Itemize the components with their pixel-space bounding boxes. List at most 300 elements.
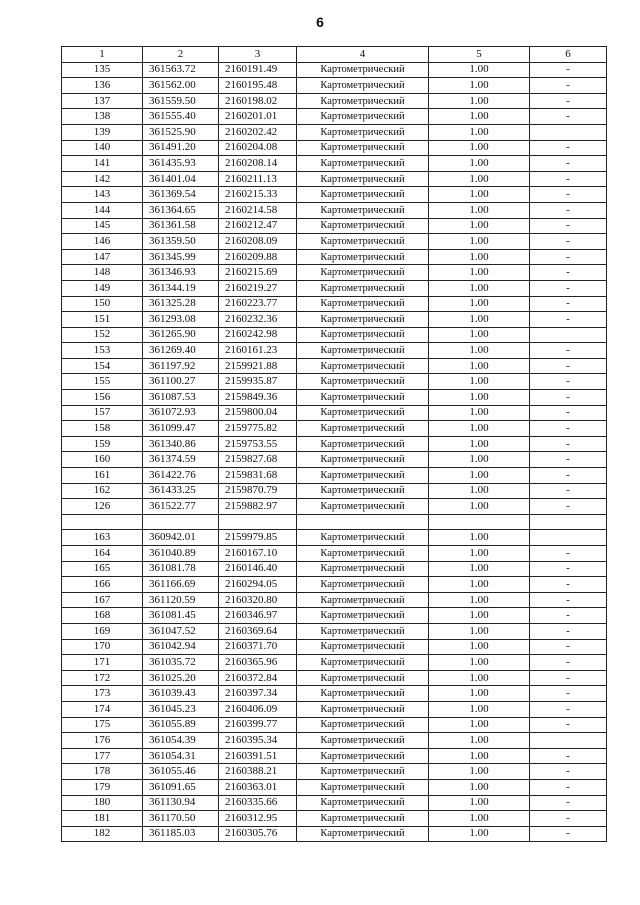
note-cell: - bbox=[530, 499, 607, 515]
note-cell: - bbox=[530, 265, 607, 281]
x-coordinate-cell: 361081.78 bbox=[143, 561, 219, 577]
y-coordinate-cell: 2160346.97 bbox=[219, 608, 297, 624]
y-coordinate-cell: 2159870.79 bbox=[219, 483, 297, 499]
accuracy-cell: 1.00 bbox=[429, 93, 530, 109]
y-coordinate-cell: 2160363.01 bbox=[219, 779, 297, 795]
accuracy-cell: 1.00 bbox=[429, 748, 530, 764]
method-cell: Картометрический bbox=[297, 156, 429, 172]
y-coordinate-cell: 2160312.95 bbox=[219, 811, 297, 827]
method-cell: Картометрический bbox=[297, 124, 429, 140]
table-row bbox=[62, 499, 607, 515]
table-row bbox=[62, 249, 607, 265]
point-number-cell: 180 bbox=[62, 795, 143, 811]
point-number-cell: 139 bbox=[62, 124, 143, 140]
y-coordinate-cell: 2160167.10 bbox=[219, 546, 297, 562]
accuracy-cell: 1.00 bbox=[429, 343, 530, 359]
accuracy-cell: 1.00 bbox=[429, 265, 530, 281]
table-row bbox=[62, 62, 607, 78]
accuracy-cell: 1.00 bbox=[429, 717, 530, 733]
y-coordinate-cell: 2159753.55 bbox=[219, 436, 297, 452]
point-number-cell: 182 bbox=[62, 826, 143, 842]
point-number-cell: 174 bbox=[62, 701, 143, 717]
x-coordinate-cell: 360942.01 bbox=[143, 530, 219, 546]
accuracy-cell: 1.00 bbox=[429, 733, 530, 749]
table-row bbox=[62, 577, 607, 593]
accuracy-cell: 1.00 bbox=[429, 655, 530, 671]
accuracy-cell: 1.00 bbox=[429, 499, 530, 515]
x-coordinate-cell: 361374.59 bbox=[143, 452, 219, 468]
x-coordinate-cell: 361039.43 bbox=[143, 686, 219, 702]
accuracy-cell bbox=[429, 514, 530, 530]
note-cell: - bbox=[530, 78, 607, 94]
method-cell: Картометрический bbox=[297, 109, 429, 125]
table-row bbox=[62, 795, 607, 811]
accuracy-cell: 1.00 bbox=[429, 530, 530, 546]
method-cell: Картометрический bbox=[297, 733, 429, 749]
note-cell: - bbox=[530, 171, 607, 187]
point-number-cell: 135 bbox=[62, 62, 143, 78]
note-cell: - bbox=[530, 483, 607, 499]
x-coordinate-cell: 361522.77 bbox=[143, 499, 219, 515]
accuracy-cell: 1.00 bbox=[429, 468, 530, 484]
y-coordinate-cell bbox=[219, 514, 297, 530]
accuracy-cell: 1.00 bbox=[429, 390, 530, 406]
method-cell: Картометрический bbox=[297, 343, 429, 359]
point-number-cell: 167 bbox=[62, 592, 143, 608]
accuracy-cell: 1.00 bbox=[429, 124, 530, 140]
x-coordinate-cell: 361364.65 bbox=[143, 202, 219, 218]
coordinates-table bbox=[61, 46, 607, 842]
y-coordinate-cell: 2160320.80 bbox=[219, 592, 297, 608]
table-row bbox=[62, 764, 607, 780]
table-row bbox=[62, 374, 607, 390]
x-coordinate-cell: 361525.90 bbox=[143, 124, 219, 140]
method-cell: Картометрический bbox=[297, 499, 429, 515]
point-number-cell: 126 bbox=[62, 499, 143, 515]
point-number-cell: 141 bbox=[62, 156, 143, 172]
point-number-cell: 169 bbox=[62, 623, 143, 639]
table-row bbox=[62, 93, 607, 109]
y-coordinate-cell: 2159800.04 bbox=[219, 405, 297, 421]
point-number-cell: 154 bbox=[62, 358, 143, 374]
accuracy-cell: 1.00 bbox=[429, 811, 530, 827]
table-row bbox=[62, 202, 607, 218]
note-cell: - bbox=[530, 468, 607, 484]
x-coordinate-cell: 361035.72 bbox=[143, 655, 219, 671]
accuracy-cell: 1.00 bbox=[429, 421, 530, 437]
y-coordinate-cell: 2160215.69 bbox=[219, 265, 297, 281]
y-coordinate-cell: 2160202.42 bbox=[219, 124, 297, 140]
y-coordinate-cell: 2160146.40 bbox=[219, 561, 297, 577]
accuracy-cell: 1.00 bbox=[429, 592, 530, 608]
method-cell: Картометрический bbox=[297, 421, 429, 437]
accuracy-cell: 1.00 bbox=[429, 140, 530, 156]
note-cell: - bbox=[530, 374, 607, 390]
method-cell: Картометрический bbox=[297, 468, 429, 484]
point-number-cell: 159 bbox=[62, 436, 143, 452]
accuracy-cell: 1.00 bbox=[429, 109, 530, 125]
point-number-cell: 137 bbox=[62, 93, 143, 109]
y-coordinate-cell: 2160395.34 bbox=[219, 733, 297, 749]
method-cell: Картометрический bbox=[297, 623, 429, 639]
x-coordinate-cell: 361559.50 bbox=[143, 93, 219, 109]
method-cell: Картометрический bbox=[297, 826, 429, 842]
accuracy-cell: 1.00 bbox=[429, 234, 530, 250]
x-coordinate-cell: 361369.54 bbox=[143, 187, 219, 203]
point-number-cell: 142 bbox=[62, 171, 143, 187]
method-cell: Картометрический bbox=[297, 811, 429, 827]
note-cell: - bbox=[530, 608, 607, 624]
point-number-cell: 152 bbox=[62, 327, 143, 343]
x-coordinate-cell: 361087.53 bbox=[143, 390, 219, 406]
x-coordinate-cell: 361045.23 bbox=[143, 701, 219, 717]
note-cell: - bbox=[530, 779, 607, 795]
table-row bbox=[62, 234, 607, 250]
note-cell: - bbox=[530, 358, 607, 374]
y-coordinate-cell: 2160204.08 bbox=[219, 140, 297, 156]
table-row bbox=[62, 717, 607, 733]
point-number-cell: 179 bbox=[62, 779, 143, 795]
header-row bbox=[62, 47, 607, 63]
note-cell: - bbox=[530, 592, 607, 608]
table-row bbox=[62, 452, 607, 468]
y-coordinate-cell: 2160397.34 bbox=[219, 686, 297, 702]
x-coordinate-cell: 361047.52 bbox=[143, 623, 219, 639]
note-cell: - bbox=[530, 343, 607, 359]
y-coordinate-cell: 2160242.98 bbox=[219, 327, 297, 343]
x-coordinate-cell bbox=[143, 514, 219, 530]
x-coordinate-cell: 361555.40 bbox=[143, 109, 219, 125]
y-coordinate-cell: 2160369.64 bbox=[219, 623, 297, 639]
table-row bbox=[62, 358, 607, 374]
note-cell: - bbox=[530, 826, 607, 842]
table-row bbox=[62, 343, 607, 359]
x-coordinate-cell: 361562.00 bbox=[143, 78, 219, 94]
point-number-cell: 165 bbox=[62, 561, 143, 577]
method-cell: Картометрический bbox=[297, 327, 429, 343]
accuracy-cell: 1.00 bbox=[429, 187, 530, 203]
header-cell: 4 bbox=[297, 47, 429, 63]
accuracy-cell: 1.00 bbox=[429, 452, 530, 468]
note-cell: - bbox=[530, 546, 607, 562]
x-coordinate-cell: 361130.94 bbox=[143, 795, 219, 811]
point-number-cell: 175 bbox=[62, 717, 143, 733]
point-number-cell: 172 bbox=[62, 670, 143, 686]
y-coordinate-cell: 2159831.68 bbox=[219, 468, 297, 484]
point-number-cell: 136 bbox=[62, 78, 143, 94]
y-coordinate-cell: 2160371.70 bbox=[219, 639, 297, 655]
note-cell: - bbox=[530, 623, 607, 639]
table-row bbox=[62, 280, 607, 296]
x-coordinate-cell: 361361.58 bbox=[143, 218, 219, 234]
x-coordinate-cell: 361269.40 bbox=[143, 343, 219, 359]
method-cell: Картометрический bbox=[297, 218, 429, 234]
accuracy-cell: 1.00 bbox=[429, 296, 530, 312]
accuracy-cell: 1.00 bbox=[429, 202, 530, 218]
method-cell: Картометрический bbox=[297, 655, 429, 671]
x-coordinate-cell: 361344.19 bbox=[143, 280, 219, 296]
point-number-cell: 147 bbox=[62, 249, 143, 265]
method-cell: Картометрический bbox=[297, 795, 429, 811]
note-cell: - bbox=[530, 405, 607, 421]
point-number-cell: 176 bbox=[62, 733, 143, 749]
y-coordinate-cell: 2159827.68 bbox=[219, 452, 297, 468]
x-coordinate-cell: 361120.59 bbox=[143, 592, 219, 608]
accuracy-cell: 1.00 bbox=[429, 62, 530, 78]
table-row bbox=[62, 140, 607, 156]
y-coordinate-cell: 2160388.21 bbox=[219, 764, 297, 780]
y-coordinate-cell: 2160399.77 bbox=[219, 717, 297, 733]
x-coordinate-cell: 361091.65 bbox=[143, 779, 219, 795]
method-cell: Картометрический bbox=[297, 374, 429, 390]
header-cell: 2 bbox=[143, 47, 219, 63]
note-cell bbox=[530, 124, 607, 140]
accuracy-cell: 1.00 bbox=[429, 405, 530, 421]
note-cell: - bbox=[530, 436, 607, 452]
y-coordinate-cell: 2160391.51 bbox=[219, 748, 297, 764]
note-cell: - bbox=[530, 202, 607, 218]
table-row bbox=[62, 327, 607, 343]
note-cell: - bbox=[530, 655, 607, 671]
note-cell bbox=[530, 733, 607, 749]
method-cell: Картометрический bbox=[297, 686, 429, 702]
point-number-cell: 151 bbox=[62, 312, 143, 328]
y-coordinate-cell: 2160209.88 bbox=[219, 249, 297, 265]
y-coordinate-cell: 2159775.82 bbox=[219, 421, 297, 437]
point-number-cell: 144 bbox=[62, 202, 143, 218]
header-cell: 5 bbox=[429, 47, 530, 63]
header-cell: 3 bbox=[219, 47, 297, 63]
x-coordinate-cell: 361040.89 bbox=[143, 546, 219, 562]
x-coordinate-cell: 361100.27 bbox=[143, 374, 219, 390]
table-row bbox=[62, 670, 607, 686]
table-row bbox=[62, 701, 607, 717]
x-coordinate-cell: 361345.99 bbox=[143, 249, 219, 265]
y-coordinate-cell: 2160211.13 bbox=[219, 171, 297, 187]
table-row bbox=[62, 109, 607, 125]
x-coordinate-cell: 361563.72 bbox=[143, 62, 219, 78]
y-coordinate-cell: 2160195.48 bbox=[219, 78, 297, 94]
x-coordinate-cell: 361325.28 bbox=[143, 296, 219, 312]
point-number-cell: 163 bbox=[62, 530, 143, 546]
table-row bbox=[62, 546, 607, 562]
x-coordinate-cell: 361081.45 bbox=[143, 608, 219, 624]
table-row bbox=[62, 514, 607, 530]
table-row bbox=[62, 686, 607, 702]
point-number-cell bbox=[62, 514, 143, 530]
point-number-cell: 145 bbox=[62, 218, 143, 234]
method-cell: Картометрический bbox=[297, 530, 429, 546]
y-coordinate-cell: 2160214.58 bbox=[219, 202, 297, 218]
point-number-cell: 153 bbox=[62, 343, 143, 359]
table-row bbox=[62, 468, 607, 484]
note-cell: - bbox=[530, 748, 607, 764]
note-cell: - bbox=[530, 249, 607, 265]
note-cell: - bbox=[530, 811, 607, 827]
method-cell: Картометрический bbox=[297, 717, 429, 733]
y-coordinate-cell: 2160198.02 bbox=[219, 93, 297, 109]
table-row bbox=[62, 483, 607, 499]
method-cell: Картометрический bbox=[297, 452, 429, 468]
method-cell: Картометрический bbox=[297, 436, 429, 452]
table-row bbox=[62, 218, 607, 234]
method-cell: Картометрический bbox=[297, 561, 429, 577]
y-coordinate-cell: 2160335.66 bbox=[219, 795, 297, 811]
y-coordinate-cell: 2160232.36 bbox=[219, 312, 297, 328]
point-number-cell: 178 bbox=[62, 764, 143, 780]
note-cell: - bbox=[530, 140, 607, 156]
y-coordinate-cell: 2160219.27 bbox=[219, 280, 297, 296]
note-cell: - bbox=[530, 764, 607, 780]
method-cell: Картометрический bbox=[297, 280, 429, 296]
method-cell: Картометрический bbox=[297, 639, 429, 655]
note-cell: - bbox=[530, 686, 607, 702]
point-number-cell: 162 bbox=[62, 483, 143, 499]
note-cell: - bbox=[530, 156, 607, 172]
note-cell: - bbox=[530, 296, 607, 312]
accuracy-cell: 1.00 bbox=[429, 608, 530, 624]
y-coordinate-cell: 2159882.97 bbox=[219, 499, 297, 515]
note-cell: - bbox=[530, 312, 607, 328]
y-coordinate-cell: 2160294.05 bbox=[219, 577, 297, 593]
point-number-cell: 156 bbox=[62, 390, 143, 406]
y-coordinate-cell: 2160201.01 bbox=[219, 109, 297, 125]
x-coordinate-cell: 361359.50 bbox=[143, 234, 219, 250]
table-row bbox=[62, 779, 607, 795]
table-row bbox=[62, 592, 607, 608]
x-coordinate-cell: 361072.93 bbox=[143, 405, 219, 421]
table-row bbox=[62, 405, 607, 421]
x-coordinate-cell: 361433.25 bbox=[143, 483, 219, 499]
x-coordinate-cell: 361099.47 bbox=[143, 421, 219, 437]
accuracy-cell: 1.00 bbox=[429, 374, 530, 390]
accuracy-cell: 1.00 bbox=[429, 577, 530, 593]
note-cell: - bbox=[530, 795, 607, 811]
x-coordinate-cell: 361197.92 bbox=[143, 358, 219, 374]
point-number-cell: 148 bbox=[62, 265, 143, 281]
x-coordinate-cell: 361340.86 bbox=[143, 436, 219, 452]
point-number-cell: 150 bbox=[62, 296, 143, 312]
accuracy-cell: 1.00 bbox=[429, 171, 530, 187]
x-coordinate-cell: 361265.90 bbox=[143, 327, 219, 343]
note-cell: - bbox=[530, 234, 607, 250]
accuracy-cell: 1.00 bbox=[429, 623, 530, 639]
y-coordinate-cell: 2160305.76 bbox=[219, 826, 297, 842]
point-number-cell: 168 bbox=[62, 608, 143, 624]
method-cell: Картометрический bbox=[297, 187, 429, 203]
table-row bbox=[62, 187, 607, 203]
page-number: 6 bbox=[316, 14, 324, 30]
note-cell: - bbox=[530, 561, 607, 577]
accuracy-cell: 1.00 bbox=[429, 483, 530, 499]
accuracy-cell: 1.00 bbox=[429, 358, 530, 374]
point-number-cell: 158 bbox=[62, 421, 143, 437]
method-cell: Картометрический bbox=[297, 483, 429, 499]
table-row bbox=[62, 124, 607, 140]
method-cell: Картометрический bbox=[297, 234, 429, 250]
y-coordinate-cell: 2160208.14 bbox=[219, 156, 297, 172]
accuracy-cell: 1.00 bbox=[429, 312, 530, 328]
y-coordinate-cell: 2160215.33 bbox=[219, 187, 297, 203]
accuracy-cell: 1.00 bbox=[429, 561, 530, 577]
method-cell: Картометрический bbox=[297, 764, 429, 780]
note-cell: - bbox=[530, 109, 607, 125]
method-cell: Картометрический bbox=[297, 249, 429, 265]
y-coordinate-cell: 2160212.47 bbox=[219, 218, 297, 234]
method-cell: Картометрический bbox=[297, 93, 429, 109]
point-number-cell: 171 bbox=[62, 655, 143, 671]
method-cell: Картометрический bbox=[297, 62, 429, 78]
accuracy-cell: 1.00 bbox=[429, 795, 530, 811]
method-cell bbox=[297, 514, 429, 530]
note-cell: - bbox=[530, 421, 607, 437]
table-row bbox=[62, 623, 607, 639]
accuracy-cell: 1.00 bbox=[429, 639, 530, 655]
table-body bbox=[62, 62, 607, 842]
header-cell: 1 bbox=[62, 47, 143, 63]
table-row bbox=[62, 748, 607, 764]
accuracy-cell: 1.00 bbox=[429, 826, 530, 842]
note-cell bbox=[530, 514, 607, 530]
x-coordinate-cell: 361422.76 bbox=[143, 468, 219, 484]
accuracy-cell: 1.00 bbox=[429, 686, 530, 702]
table-row bbox=[62, 312, 607, 328]
method-cell: Картометрический bbox=[297, 608, 429, 624]
x-coordinate-cell: 361055.89 bbox=[143, 717, 219, 733]
table-row bbox=[62, 639, 607, 655]
table-row bbox=[62, 655, 607, 671]
point-number-cell: 161 bbox=[62, 468, 143, 484]
note-cell: - bbox=[530, 577, 607, 593]
note-cell: - bbox=[530, 701, 607, 717]
note-cell: - bbox=[530, 218, 607, 234]
point-number-cell: 181 bbox=[62, 811, 143, 827]
table-row bbox=[62, 733, 607, 749]
accuracy-cell: 1.00 bbox=[429, 249, 530, 265]
x-coordinate-cell: 361293.08 bbox=[143, 312, 219, 328]
method-cell: Картометрический bbox=[297, 312, 429, 328]
x-coordinate-cell: 361185.03 bbox=[143, 826, 219, 842]
accuracy-cell: 1.00 bbox=[429, 670, 530, 686]
method-cell: Картометрический bbox=[297, 78, 429, 94]
point-number-cell: 166 bbox=[62, 577, 143, 593]
point-number-cell: 155 bbox=[62, 374, 143, 390]
accuracy-cell: 1.00 bbox=[429, 779, 530, 795]
x-coordinate-cell: 361346.93 bbox=[143, 265, 219, 281]
method-cell: Картометрический bbox=[297, 701, 429, 717]
y-coordinate-cell: 2160365.96 bbox=[219, 655, 297, 671]
y-coordinate-cell: 2159979.85 bbox=[219, 530, 297, 546]
method-cell: Картометрический bbox=[297, 748, 429, 764]
note-cell: - bbox=[530, 187, 607, 203]
x-coordinate-cell: 361054.39 bbox=[143, 733, 219, 749]
accuracy-cell: 1.00 bbox=[429, 280, 530, 296]
note-cell: - bbox=[530, 639, 607, 655]
table-row bbox=[62, 78, 607, 94]
y-coordinate-cell: 2160191.49 bbox=[219, 62, 297, 78]
accuracy-cell: 1.00 bbox=[429, 546, 530, 562]
y-coordinate-cell: 2160406.09 bbox=[219, 701, 297, 717]
x-coordinate-cell: 361491.20 bbox=[143, 140, 219, 156]
note-cell: - bbox=[530, 452, 607, 468]
method-cell: Картометрический bbox=[297, 670, 429, 686]
x-coordinate-cell: 361170.50 bbox=[143, 811, 219, 827]
x-coordinate-cell: 361435.93 bbox=[143, 156, 219, 172]
point-number-cell: 177 bbox=[62, 748, 143, 764]
y-coordinate-cell: 2159849.36 bbox=[219, 390, 297, 406]
method-cell: Картометрический bbox=[297, 577, 429, 593]
point-number-cell: 146 bbox=[62, 234, 143, 250]
